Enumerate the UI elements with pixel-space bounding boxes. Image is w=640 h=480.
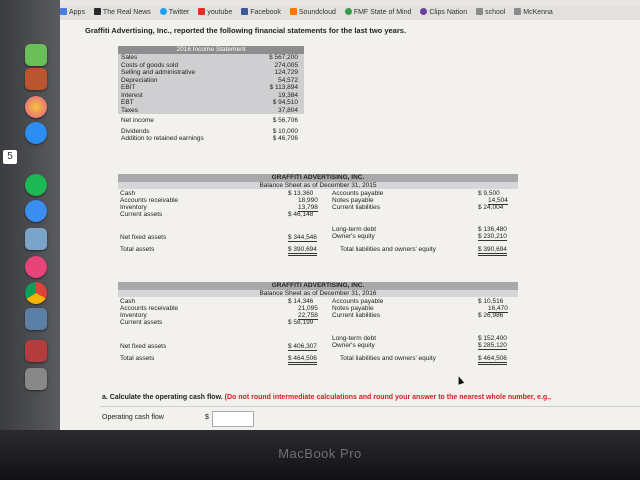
row-label: EBT	[121, 99, 134, 106]
bookmark-facebook[interactable]	[241, 6, 281, 20]
liability-value: $ 26,986	[478, 312, 504, 319]
asset-label: Inventory	[120, 204, 147, 211]
income-row	[118, 54, 304, 62]
bookmark-label: Soundcloud	[298, 9, 336, 16]
asset-label: Current assets	[120, 319, 163, 326]
balance-sheet-2015	[118, 174, 518, 272]
liability-label: Long-term debt	[332, 335, 377, 342]
liability-label: Total liabilities and owners' equity	[340, 355, 436, 362]
liability-label: Owner's equity	[332, 233, 375, 240]
facebook-icon	[241, 8, 248, 15]
app-store-icon[interactable]	[25, 122, 47, 144]
balance-sheet-2016	[118, 282, 518, 380]
bookmark-label: Twitter	[168, 9, 190, 16]
asset-value: $ 46,148	[288, 211, 314, 218]
income-row	[118, 135, 304, 143]
asset-value: $ 406,307	[288, 343, 317, 350]
liability-value: $ 152,400	[478, 335, 507, 342]
asset-label: Accounts receivable	[120, 197, 179, 204]
liability-value: $ 464,506	[478, 355, 507, 365]
fmf-icon	[345, 8, 352, 15]
row-value: 54,572	[278, 76, 298, 84]
clips-nation-icon	[420, 8, 427, 15]
dock-app-icon[interactable]	[25, 68, 47, 90]
row-label: Depreciation	[121, 76, 158, 84]
asset-value: $ 58,199	[288, 319, 314, 326]
bookmark-label: Clips Nation	[429, 9, 468, 16]
twitter-icon	[160, 8, 167, 15]
row-value: $ 567,200	[269, 54, 298, 61]
laptop-bezel	[0, 430, 640, 480]
liability-label: Owner's equity	[332, 342, 375, 349]
liability-label: Current liabilities	[332, 312, 381, 319]
row-label: Net income	[121, 117, 154, 124]
liability-value: $ 136,480	[478, 226, 507, 233]
row-value: $ 113,894	[269, 84, 298, 91]
liability-value: $ 9,500	[478, 190, 500, 197]
dock-app-icon[interactable]	[25, 368, 47, 390]
income-row	[118, 117, 304, 125]
liability-label: Long-term debt	[332, 226, 377, 233]
question-note: (Do not round intermediate calculations and round your answer to the nearest whole number, e.g.,	[224, 394, 551, 401]
bookmarks-bar	[60, 6, 640, 20]
bookmark-label: The Real News	[102, 9, 151, 16]
dock-app-icon[interactable]	[25, 44, 47, 66]
liability-label: Current liabilities	[332, 204, 381, 211]
asset-label: Cash	[120, 298, 136, 305]
messages-icon[interactable]	[25, 200, 47, 222]
photos-icon[interactable]	[25, 96, 47, 118]
income-row	[118, 62, 304, 70]
asset-value: $ 13,360	[288, 190, 314, 197]
chrome-icon[interactable]	[25, 282, 47, 304]
dock-app-icon[interactable]	[25, 340, 47, 362]
liability-value: $ 390,694	[478, 246, 507, 256]
row-label: Costs of goods sold	[121, 61, 179, 69]
income-statement	[118, 46, 304, 143]
liability-value: 14,504	[488, 197, 508, 204]
preview-icon[interactable]	[25, 228, 47, 250]
laptop-brand: MacBook Pro	[278, 446, 362, 461]
asset-label: Total assets	[120, 246, 155, 253]
bookmark-label: McKenna	[523, 9, 553, 16]
bookmark-twitter[interactable]	[160, 6, 190, 20]
row-label: Dividends	[121, 127, 150, 135]
income-row	[118, 84, 304, 92]
bookmark-real-news[interactable]	[94, 6, 151, 20]
question-a	[102, 394, 551, 401]
asset-value: 22,758	[298, 312, 318, 319]
bookmark-clips-nation[interactable]	[420, 6, 467, 20]
bookmark-label: youtube	[207, 9, 233, 16]
balance-sheet-subtitle: Balance Sheet as of December 31, 2015	[118, 182, 518, 190]
row-value: 37,804	[278, 106, 298, 114]
dock	[0, 0, 60, 430]
asset-value: $ 390,694	[288, 246, 317, 256]
itunes-icon[interactable]	[25, 256, 47, 278]
balance-sheet-title: GRAFFITI ADVERTISING, INC.	[118, 282, 518, 290]
bookmark-label: Apps	[69, 9, 85, 16]
spotify-icon[interactable]	[25, 174, 47, 196]
operating-cash-flow-input[interactable]	[212, 411, 254, 427]
answer-label: Operating cash flow	[102, 414, 164, 421]
asset-label: Total assets	[120, 355, 155, 362]
folder-icon	[476, 8, 483, 15]
income-row	[118, 92, 304, 100]
row-label: Taxes	[121, 106, 138, 114]
liability-label: Accounts payable	[332, 190, 384, 197]
bookmark-youtube[interactable]	[198, 6, 232, 20]
answer-row	[102, 414, 209, 421]
bookmark-school[interactable]	[476, 6, 505, 20]
row-label: Selling and administrative	[121, 69, 196, 76]
asset-value: 13,798	[298, 204, 318, 211]
income-row	[118, 99, 304, 107]
row-value: $ 10,000	[272, 127, 298, 135]
row-value: $ 56,706	[272, 117, 298, 124]
asset-label: Net fixed assets	[120, 234, 167, 241]
asset-value: 18,990	[298, 197, 318, 204]
asset-label: Current assets	[120, 211, 163, 218]
asset-label: Cash	[120, 190, 136, 197]
apps-icon	[60, 8, 67, 15]
liability-value: 16,470	[488, 305, 508, 312]
currency-symbol: $	[205, 414, 209, 421]
row-label: EBIT	[121, 84, 136, 91]
row-value: 274,005	[274, 61, 298, 69]
bookmark-label: FMF State of Mind	[353, 9, 412, 16]
row-value: $ 46,706	[272, 135, 298, 142]
liability-label: Notes payable	[332, 197, 374, 204]
soundcloud-icon	[290, 8, 297, 15]
bookmark-label: school	[485, 9, 506, 16]
bookmark-soundcloud[interactable]	[290, 6, 336, 20]
calendar-icon[interactable]: 5	[3, 150, 17, 164]
row-label: Interest	[121, 91, 143, 99]
income-row	[118, 128, 304, 136]
asset-value: $ 14,346	[288, 298, 314, 305]
the-real-news-icon	[94, 8, 101, 15]
liability-label: Total liabilities and owners' equity	[340, 246, 436, 253]
bookmark-mckenna[interactable]	[514, 6, 553, 20]
dock-app-icon[interactable]	[25, 308, 47, 330]
bookmark-fmf[interactable]	[345, 6, 412, 20]
asset-value: $ 464,506	[288, 355, 317, 365]
liability-label: Accounts payable	[332, 298, 384, 305]
bookmark-label: Facebook	[250, 9, 281, 16]
asset-label: Inventory	[120, 312, 147, 319]
asset-value: 21,095	[298, 305, 318, 312]
intro-text: Graffiti Advertising, Inc., reported the following financial statements for the last two years.	[85, 26, 407, 35]
liability-value: $ 10,516	[478, 298, 504, 305]
page-content	[60, 20, 640, 430]
balance-sheet-title: GRAFFITI ADVERTISING, INC.	[118, 174, 518, 182]
liability-label: Notes payable	[332, 305, 374, 312]
liability-value: $ 24,004	[478, 204, 504, 211]
question-text: a. Calculate the operating cash flow.	[102, 394, 223, 401]
liability-value: $ 230,210	[478, 233, 507, 240]
divider	[100, 406, 640, 407]
row-value: $ 94,510	[272, 99, 298, 106]
income-row	[118, 107, 304, 115]
asset-label: Accounts receivable	[120, 305, 179, 312]
balance-sheet-subtitle: Balance Sheet as of December 31, 2016	[118, 290, 518, 298]
asset-value: $ 344,546	[288, 234, 317, 241]
row-label: Sales	[121, 54, 138, 61]
bookmark-apps[interactable]	[60, 6, 85, 20]
income-row	[118, 69, 304, 77]
income-statement-header: 2016 Income Statement	[118, 46, 304, 54]
liability-value: $ 285,120	[478, 342, 507, 349]
row-value: 124,729	[274, 69, 298, 76]
income-row	[118, 77, 304, 85]
row-value: 19,384	[278, 91, 298, 99]
asset-label: Net fixed assets	[120, 343, 167, 350]
row-label: Addition to retained earnings	[121, 135, 204, 142]
youtube-icon	[198, 8, 205, 15]
folder-icon	[514, 8, 521, 15]
